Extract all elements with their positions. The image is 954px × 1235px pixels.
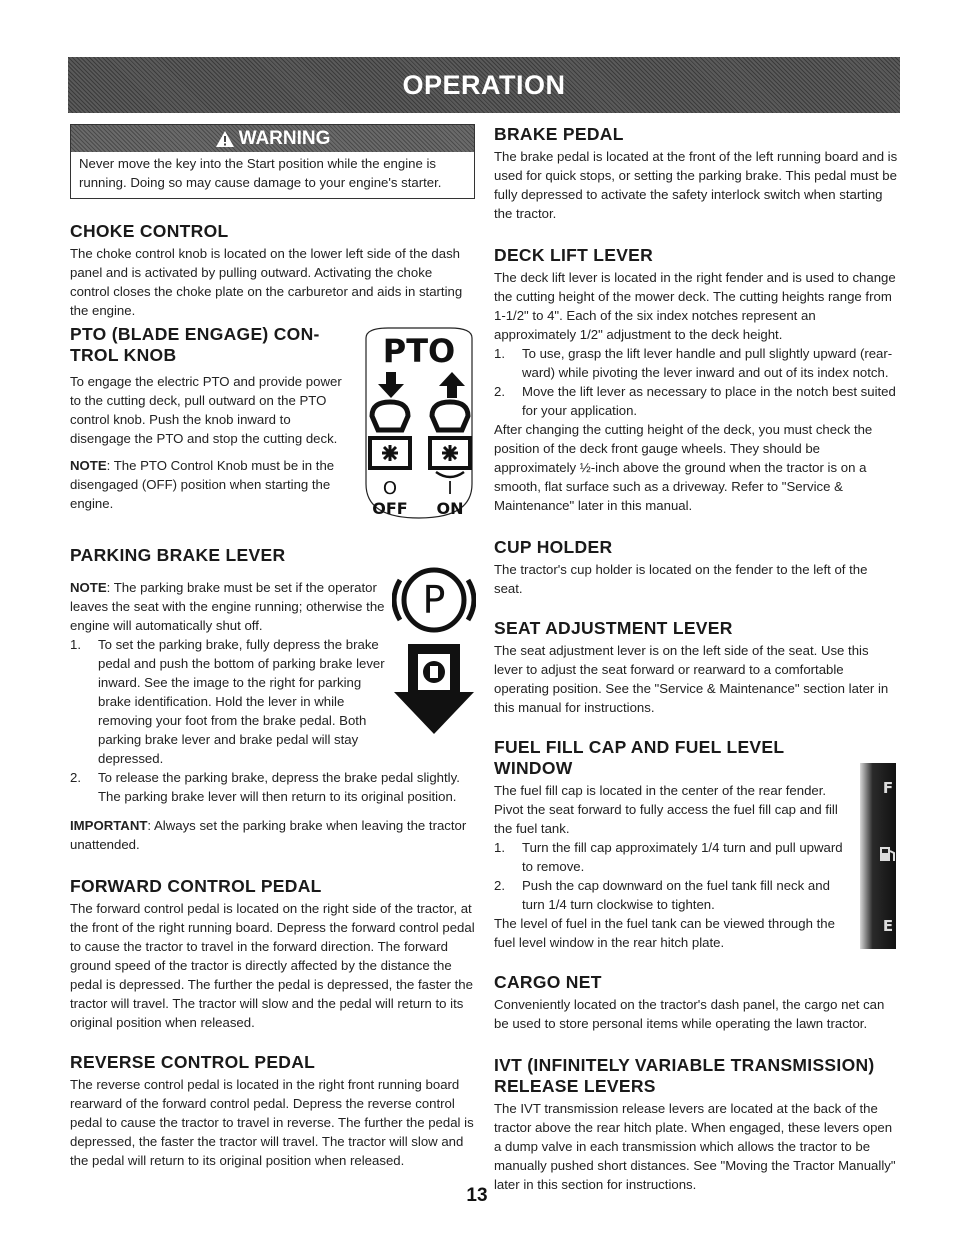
- parking-important: [70, 816, 475, 854]
- parking-brake-illustration: [392, 566, 476, 738]
- parking-section: [70, 578, 475, 806]
- pto-figure-label: PTO: [382, 332, 456, 370]
- ivt-text: The IVT transmission release levers are located at the back of the tractor above the rear hitch plate. When engaged, these levers open a dump valve in each transmission which allows the tractor to be manually pushed short distances. See "Moving the Tractor Manually" later in this section for instructions.: [494, 1101, 896, 1192]
- seat-heading: SEAT ADJUSTMENT LEVER: [494, 618, 733, 638]
- reverse-text: The reverse control pedal is located in the right front running board rearward of the forward control pedal. Depress the reverse control pedal to cause the tractor to travel in reverse. The further the pedal is depressed, the faster the tractor will travel. The tractor will slow and the pedal will return to its original position when released.: [70, 1077, 474, 1168]
- left-column: [70, 124, 475, 1170]
- list-item: 2. To release the parking brake, depress the brake pedal slightly. The parking brake lever will then return to its original position.: [70, 770, 460, 804]
- pto-text: To engage the electric PTO and provide power to the cutting deck, pull outward on the PTO control knob. Push the knob inward to disengage the PTO and stop the cutting deck.: [70, 374, 342, 446]
- gauge-empty-label: E: [882, 917, 894, 935]
- section-title: OPERATION: [402, 69, 566, 100]
- parking-note: [70, 578, 390, 635]
- cup-text: The tractor's cup holder is located on the fender to the left of the seat.: [494, 562, 868, 596]
- list-item: 1. Turn the fill cap approximately 1/4 turn and pull upward to remove.: [494, 840, 843, 874]
- arrow-down-icon: [378, 372, 404, 398]
- deck-steps: [494, 344, 898, 420]
- fuel-after-text: The level of fuel in the fuel tank can be viewed through the fuel level window in the rear hitch plate.: [494, 916, 835, 950]
- pto-note-label: NOTE: [70, 458, 107, 473]
- parking-figure-letter: P: [422, 578, 446, 622]
- pto-off-label: OFF: [372, 499, 408, 518]
- right-column: [494, 124, 898, 1194]
- gauge-full-label: F: [882, 779, 894, 797]
- pto-off-symbol: O: [382, 478, 398, 499]
- ivt-heading: IVT (INFINITELY VARIABLE TRANSMISSION) RELEASE LEVERS: [494, 1055, 875, 1096]
- fuel-heading: FUEL FILL CAP AND FUEL LEVEL WINDOW: [494, 737, 785, 778]
- blade-icon: [442, 445, 458, 461]
- deck-text: The deck lift lever is located in the right fender and is used to change the cutting height of the mower deck. The cutting heights range from 1-1/2" to 4". Each of the six index notches represent an approximately 1/2" adjustment to the deck height.: [494, 270, 896, 342]
- cup-heading: CUP HOLDER: [494, 537, 613, 557]
- parking-note-label: NOTE: [70, 580, 107, 595]
- cargo-heading: CARGO NET: [494, 972, 602, 992]
- parking-note-text: : The parking brake must be set if the operator leaves the seat with the engine running; otherwise the engine will automatically shut off.: [70, 580, 385, 633]
- warning-box: [70, 124, 475, 199]
- parking-steps-continued: [70, 768, 460, 806]
- parking-steps: [70, 635, 395, 768]
- forward-heading: FORWARD CONTROL PEDAL: [70, 876, 322, 896]
- pto-note-text: : The PTO Control Knob must be in the disengaged (OFF) position when starting the engine.: [70, 458, 335, 511]
- list-item: 2. Push the cap downward on the fuel tank fill neck and turn 1/4 turn clockwise to tighten.: [494, 878, 830, 912]
- fuel-text: The fuel fill cap is located in the center of the rear fender. Pivot the seat forward to fully access the fuel fill cap and fill the fuel tank.: [494, 783, 838, 836]
- pto-note: [70, 456, 345, 513]
- warning-text: Never move the key into the Start position while the engine is running. Doing so may cause damage to your engine's starter.: [79, 156, 442, 190]
- parking-important-text: : Always set the parking brake when leaving the tractor unattended.: [70, 818, 467, 852]
- pto-on-label: ON: [436, 499, 464, 518]
- deck-heading: DECK LIFT LEVER: [494, 245, 654, 265]
- choke-heading: CHOKE CONTROL: [70, 221, 229, 241]
- pto-switch-illustration: [358, 326, 480, 522]
- warning-header: [71, 125, 474, 152]
- pto-on-symbol: I: [447, 478, 453, 499]
- list-item: 1. To use, grasp the lift lever handle and pull slightly upward (rear- ward) while pivoting the lever inward and out of its index notch.: [494, 346, 893, 380]
- fuel-steps: [494, 838, 854, 914]
- warning-title: WARNING: [238, 127, 331, 149]
- brake-heading: BRAKE PEDAL: [494, 124, 624, 144]
- warning-triangle-icon: [215, 130, 235, 148]
- seat-text: The seat adjustment lever is on the left side of the seat. Use this lever to adjust the seat forward or rearward to a comfortable operating position. See the "Service & Maintenance" section later in this manual for instructions.: [494, 643, 889, 715]
- list-item: 2. Move the lift lever as necessary to place in the notch best suited for your application.: [494, 384, 896, 418]
- choke-text: The choke control knob is located on the lower left side of the dash panel and is activated by pulling outward. Activating the choke control closes the choke plate on the carburetor and aids in starting the engine.: [70, 246, 463, 318]
- page-number: 13: [466, 1185, 488, 1206]
- pto-heading: PTO (BLADE ENGAGE) CON- TROL KNOB: [70, 324, 320, 365]
- parking-important-label: IMPORTANT: [70, 818, 148, 833]
- blade-icon: [382, 445, 398, 461]
- pto-section: [70, 324, 475, 539]
- arrow-up-icon: [439, 372, 465, 398]
- list-item: 1. To set the parking brake, fully depress the brake pedal and push the bottom of parking brake lever inward. See the image to the right for parking brake identification. Hold the lever in while removing your foot from the brake pedal. Both parking brake lever and brake pedal will stay depressed.: [70, 637, 385, 766]
- section-banner: [68, 57, 900, 113]
- forward-text: The forward control pedal is located on the right side of the tractor, at the front of the right running board. Depress the forward control pedal to cause the tractor to travel in the forward direction. The forward ground speed of the tractor is directly affected by the distance the pedal is depressed. The further the pedal is depressed, the faster the tractor will travel. The tractor will slow and the pedal will return to its original position when released.: [70, 901, 475, 1030]
- reverse-heading: REVERSE CONTROL PEDAL: [70, 1052, 316, 1072]
- fuel-gauge-illustration: [858, 763, 898, 949]
- brake-text: The brake pedal is located at the front of the left running board and is used for quick stops, or setting the parking brake. This pedal must be fully depressed to activate the safety interlock switch when starting the tractor.: [494, 149, 898, 221]
- parking-heading: PARKING BRAKE LEVER: [70, 545, 286, 565]
- cargo-text: Conveniently located on the tractor's dash panel, the cargo net can be used to store personal items while operating the lawn tractor.: [494, 997, 885, 1031]
- fuel-section: [494, 737, 898, 952]
- deck-after-text: After changing the cutting height of the deck, you must check the position of the deck front gauge wheels. They should be approximately ½-inch above the ground when the tractor is on a smooth, flat surface such as a driveway. Refer to "Service & Maintenance" later in this manual.: [494, 422, 873, 513]
